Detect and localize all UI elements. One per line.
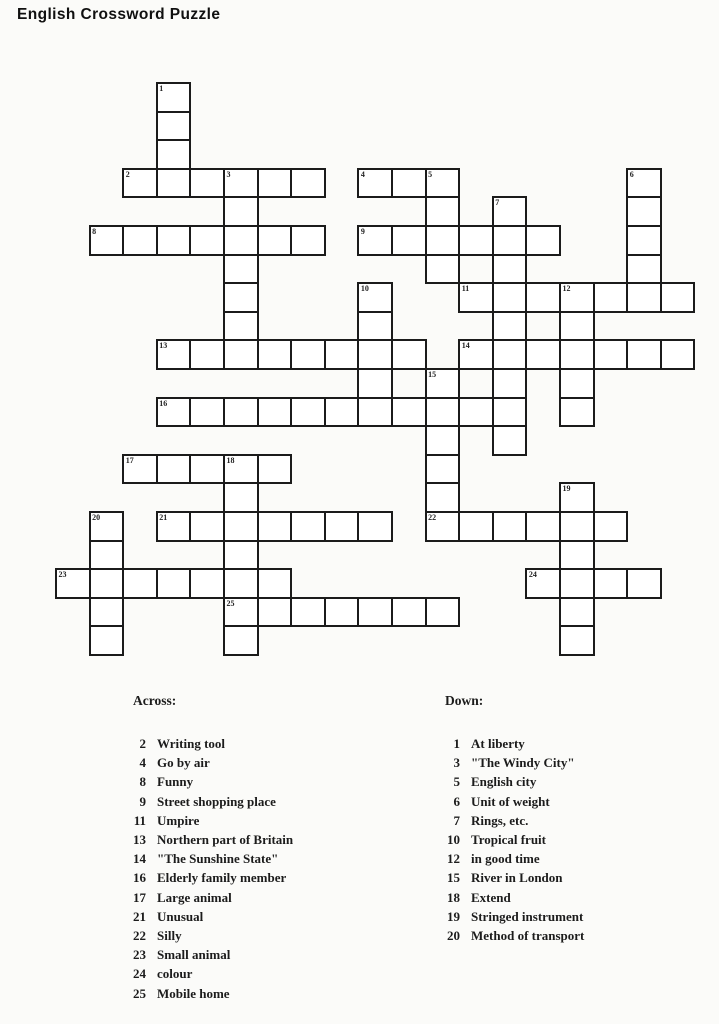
- clue-item: [120, 926, 293, 945]
- clue-number: 23: [133, 947, 146, 963]
- grid-cell[interactable]: [223, 597, 259, 628]
- grid-cell[interactable]: [559, 568, 595, 599]
- grid-cell[interactable]: [357, 282, 393, 313]
- clue-number: 24: [133, 966, 146, 982]
- grid-cell[interactable]: [55, 568, 91, 599]
- grid-cell[interactable]: [324, 597, 360, 628]
- clue-number: 17: [133, 889, 146, 905]
- page-title: English Crossword Puzzle: [17, 6, 221, 23]
- clue-item: [434, 811, 584, 830]
- grid-cell[interactable]: [122, 568, 158, 599]
- clue-number: 20: [447, 928, 460, 944]
- clue-item: [120, 964, 293, 983]
- grid-cell[interactable]: [257, 568, 293, 599]
- clue-item: [434, 849, 584, 868]
- grid-cell[interactable]: [425, 397, 461, 428]
- grid-cell[interactable]: [122, 454, 158, 485]
- clue-number: 9: [139, 793, 146, 809]
- grid-cell[interactable]: [492, 254, 528, 285]
- across-header: Across:: [133, 693, 177, 708]
- cell-number: 25: [226, 598, 235, 608]
- grid-cell[interactable]: [492, 397, 528, 428]
- clue-text: "The Windy City": [471, 755, 575, 771]
- grid-cell[interactable]: [223, 397, 259, 428]
- grid-cell[interactable]: [89, 540, 125, 571]
- grid-cell[interactable]: [156, 139, 192, 170]
- cell-number: 4: [360, 169, 365, 179]
- grid-cell[interactable]: [492, 196, 528, 227]
- clue-text: Unusual: [157, 908, 204, 924]
- clue-item: [434, 830, 584, 849]
- clue-text: Large animal: [157, 889, 232, 905]
- grid-cell[interactable]: [156, 168, 192, 199]
- clue-text: "The Sunshine State": [157, 851, 279, 867]
- clue-item: [120, 792, 293, 811]
- clue-item: [434, 792, 584, 811]
- cell-number: 13: [159, 341, 168, 351]
- grid-cell[interactable]: [223, 225, 259, 256]
- grid-cell[interactable]: [492, 368, 528, 399]
- clue-number: 12: [447, 851, 460, 867]
- grid-cell[interactable]: [425, 168, 461, 199]
- clue-text: Tropical fruit: [471, 832, 546, 848]
- down-clue-list: [434, 734, 584, 945]
- grid-cell[interactable]: [458, 397, 494, 428]
- clue-text: Unit of weight: [471, 793, 550, 809]
- grid-cell[interactable]: [492, 311, 528, 342]
- clue-number: 8: [139, 774, 146, 790]
- grid-cell[interactable]: [458, 282, 494, 313]
- across-clues: [120, 694, 293, 1003]
- cell-number: 12: [562, 284, 571, 294]
- clue-item: [434, 888, 584, 907]
- clue-text: Mobile home: [157, 985, 230, 1001]
- grid-cell[interactable]: [357, 597, 393, 628]
- clue-item: [120, 734, 293, 753]
- grid-cell[interactable]: [425, 254, 461, 285]
- cell-number: 1: [159, 84, 164, 93]
- clue-item: [120, 868, 293, 887]
- grid-cell[interactable]: [89, 568, 125, 599]
- clue-text: Funny: [157, 774, 194, 790]
- grid-cell[interactable]: [357, 311, 393, 342]
- grid-cell[interactable]: [89, 597, 125, 628]
- clue-item: [120, 772, 293, 791]
- clue-item: [434, 907, 584, 926]
- grid-cell[interactable]: [223, 196, 259, 227]
- grid-cell[interactable]: [559, 311, 595, 342]
- cell-number: 22: [428, 513, 437, 522]
- cell-number: 16: [159, 398, 168, 408]
- clue-text: Method of transport: [471, 928, 585, 944]
- grid-cell[interactable]: [559, 282, 595, 313]
- clue-number: 3: [453, 755, 460, 771]
- grid-cell[interactable]: [189, 225, 225, 256]
- grid-cell[interactable]: [391, 225, 427, 256]
- down-header: Down:: [445, 693, 484, 708]
- clue-text: Silly: [157, 928, 182, 944]
- grid-cell[interactable]: [290, 397, 326, 428]
- clue-text: Umpire: [157, 812, 200, 828]
- grid-cell[interactable]: [189, 168, 225, 199]
- clue-text: Small animal: [157, 947, 231, 963]
- grid-cell[interactable]: [189, 511, 225, 542]
- clue-item: [120, 984, 293, 1003]
- grid-cell[interactable]: [525, 339, 561, 370]
- cell-number: 17: [125, 455, 134, 465]
- grid-cell[interactable]: [257, 339, 293, 370]
- grid-cell[interactable]: [593, 282, 629, 313]
- clue-text: colour: [157, 966, 193, 982]
- grid-cell[interactable]: [458, 339, 494, 370]
- clue-text: Writing tool: [157, 736, 226, 751]
- cell-number: 14: [461, 341, 470, 351]
- clue-text: Go by air: [157, 755, 210, 771]
- grid-cell[interactable]: [257, 397, 293, 428]
- cell-number: 10: [360, 284, 369, 294]
- grid-cell[interactable]: [156, 339, 192, 370]
- clue-number: 15: [447, 870, 460, 886]
- clue-number: 6: [453, 793, 460, 809]
- grid-cell[interactable]: [492, 339, 528, 370]
- clue-item: [120, 888, 293, 907]
- grid-cell[interactable]: [89, 625, 125, 656]
- grid-cell[interactable]: [425, 368, 461, 399]
- clue-item: [120, 945, 293, 964]
- grid-cell[interactable]: [525, 282, 561, 313]
- cell-number: 20: [92, 513, 101, 522]
- clue-item: [434, 753, 584, 772]
- grid-cell[interactable]: [559, 482, 595, 513]
- grid-cell[interactable]: [357, 339, 393, 370]
- cell-number: 2: [125, 169, 130, 179]
- cell-number: 5: [428, 169, 433, 179]
- down-clues: [434, 694, 584, 945]
- clue-item: [434, 926, 584, 945]
- grid-cell[interactable]: [391, 597, 427, 628]
- cell-number: 18: [226, 455, 235, 465]
- grid-cell[interactable]: [492, 225, 528, 256]
- grid-cell[interactable]: [189, 568, 225, 599]
- grid-cell[interactable]: [357, 225, 393, 256]
- clue-item: [120, 753, 293, 772]
- cell-number: 3: [226, 169, 231, 179]
- clue-text: Northern part of Britain: [157, 832, 294, 848]
- grid-cell[interactable]: [626, 568, 662, 599]
- grid-cell[interactable]: [559, 368, 595, 399]
- grid-cell[interactable]: [122, 168, 158, 199]
- grid-cell[interactable]: [391, 339, 427, 370]
- grid-cell[interactable]: [626, 339, 662, 370]
- clue-number: 5: [453, 774, 460, 790]
- clue-number: 18: [447, 889, 460, 905]
- cell-number: 21: [159, 513, 168, 522]
- grid-cell[interactable]: [559, 339, 595, 370]
- grid-cell[interactable]: [223, 339, 259, 370]
- clue-item: [434, 734, 584, 753]
- grid-cell[interactable]: [223, 311, 259, 342]
- grid-cell[interactable]: [391, 397, 427, 428]
- grid-cell[interactable]: [626, 225, 662, 256]
- grid-cell[interactable]: [223, 454, 259, 485]
- clue-number: 14: [133, 851, 146, 867]
- grid-cell[interactable]: [626, 196, 662, 227]
- cell-number: 8: [92, 227, 97, 236]
- grid-cell[interactable]: [290, 511, 326, 542]
- grid-cell[interactable]: [660, 282, 696, 313]
- grid-cell[interactable]: [223, 282, 259, 313]
- grid-cell[interactable]: [559, 625, 595, 656]
- grid-cell[interactable]: [223, 540, 259, 571]
- grid-cell[interactable]: [626, 254, 662, 285]
- grid-cell[interactable]: [156, 82, 192, 113]
- grid-cell[interactable]: [357, 397, 393, 428]
- clue-number: 25: [133, 985, 146, 1001]
- grid-cell[interactable]: [223, 168, 259, 199]
- grid-cell[interactable]: [324, 339, 360, 370]
- clue-item: [120, 907, 293, 926]
- grid-cell[interactable]: [156, 111, 192, 142]
- grid-cell[interactable]: [223, 568, 259, 599]
- clue-number: 11: [133, 812, 146, 828]
- clue-number: 2: [139, 736, 146, 751]
- grid-cell[interactable]: [223, 625, 259, 656]
- grid-cell[interactable]: [525, 225, 561, 256]
- clue-item: [120, 849, 293, 868]
- grid-cell[interactable]: [492, 425, 528, 456]
- clue-text: Street shopping place: [157, 793, 276, 809]
- grid-cell[interactable]: [89, 225, 125, 256]
- clue-number: 22: [133, 928, 146, 944]
- grid-cell[interactable]: [458, 511, 494, 542]
- cell-number: 24: [528, 570, 537, 580]
- grid-cell[interactable]: [425, 425, 461, 456]
- clue-text: River in London: [471, 870, 563, 886]
- grid-cell[interactable]: [357, 168, 393, 199]
- grid-cell[interactable]: [223, 254, 259, 285]
- cell-number: 6: [629, 169, 634, 179]
- clue-text: Stringed instrument: [471, 908, 584, 924]
- grid-cell[interactable]: [593, 339, 629, 370]
- grid-cell[interactable]: [425, 225, 461, 256]
- grid-cell[interactable]: [324, 397, 360, 428]
- clue-text: At liberty: [471, 736, 525, 751]
- grid-cell[interactable]: [189, 339, 225, 370]
- grid-cell[interactable]: [492, 282, 528, 313]
- grid-cell[interactable]: [593, 568, 629, 599]
- grid-cell[interactable]: [290, 168, 326, 199]
- clue-item: [120, 830, 293, 849]
- clue-number: 10: [447, 832, 460, 848]
- clue-item: [434, 772, 584, 791]
- clue-number: 21: [133, 908, 146, 924]
- grid-cell[interactable]: [492, 511, 528, 542]
- grid-cell[interactable]: [559, 511, 595, 542]
- cell-number: 7: [495, 198, 500, 208]
- grid-cell[interactable]: [425, 196, 461, 227]
- cell-number: 11: [461, 284, 470, 294]
- grid-cell[interactable]: [223, 482, 259, 513]
- grid-cell[interactable]: [525, 511, 561, 542]
- grid-cell[interactable]: [626, 168, 662, 199]
- clue-text: Elderly family member: [157, 870, 287, 886]
- grid-cell[interactable]: [559, 597, 595, 628]
- clue-text: in good time: [471, 851, 540, 867]
- grid-cell[interactable]: [257, 225, 293, 256]
- cell-number: 19: [562, 484, 571, 494]
- grid-cell[interactable]: [89, 511, 125, 542]
- cell-number: 15: [428, 370, 437, 379]
- clue-number: 4: [139, 755, 146, 771]
- grid-cell[interactable]: [425, 482, 461, 513]
- clue-text: Extend: [471, 889, 511, 905]
- grid-cell[interactable]: [425, 597, 461, 628]
- grid-cell[interactable]: [391, 168, 427, 199]
- grid-cell[interactable]: [257, 168, 293, 199]
- grid-cell[interactable]: [189, 454, 225, 485]
- grid-cell[interactable]: [290, 597, 326, 628]
- clue-number: 16: [133, 870, 146, 886]
- grid-cell[interactable]: [626, 282, 662, 313]
- clue-number: 7: [453, 812, 460, 828]
- grid-cell[interactable]: [593, 511, 629, 542]
- grid-cell[interactable]: [156, 225, 192, 256]
- grid-cell[interactable]: [357, 511, 393, 542]
- grid-cell[interactable]: [357, 368, 393, 399]
- grid-cell[interactable]: [290, 339, 326, 370]
- grid-cell[interactable]: [559, 540, 595, 571]
- grid-cell[interactable]: [122, 225, 158, 256]
- grid-cell[interactable]: [290, 225, 326, 256]
- grid-cell[interactable]: [425, 454, 461, 485]
- clue-item: [120, 811, 293, 830]
- grid-cell[interactable]: [324, 511, 360, 542]
- grid-cell[interactable]: [257, 511, 293, 542]
- across-clue-list: [120, 734, 293, 1003]
- grid-cell[interactable]: [559, 397, 595, 428]
- clue-item: [434, 868, 584, 887]
- grid-cell[interactable]: [425, 511, 461, 542]
- grid-cell[interactable]: [156, 454, 192, 485]
- grid-cell[interactable]: [223, 511, 259, 542]
- clue-number: 1: [453, 736, 460, 751]
- clue-number: 19: [447, 908, 460, 924]
- grid-cell[interactable]: [257, 454, 293, 485]
- cell-number: 9: [360, 227, 365, 236]
- grid-cell[interactable]: [458, 225, 494, 256]
- grid-cell[interactable]: [156, 397, 192, 428]
- grid-cell[interactable]: [660, 339, 696, 370]
- clue-text: Rings, etc.: [471, 812, 529, 828]
- grid-cell[interactable]: [156, 568, 192, 599]
- grid-cell[interactable]: [189, 397, 225, 428]
- grid-cell[interactable]: [257, 597, 293, 628]
- cell-number: 23: [58, 570, 67, 580]
- grid-cell[interactable]: [525, 568, 561, 599]
- clue-text: English city: [471, 774, 537, 790]
- clue-number: 13: [133, 832, 146, 848]
- grid-cell[interactable]: [156, 511, 192, 542]
